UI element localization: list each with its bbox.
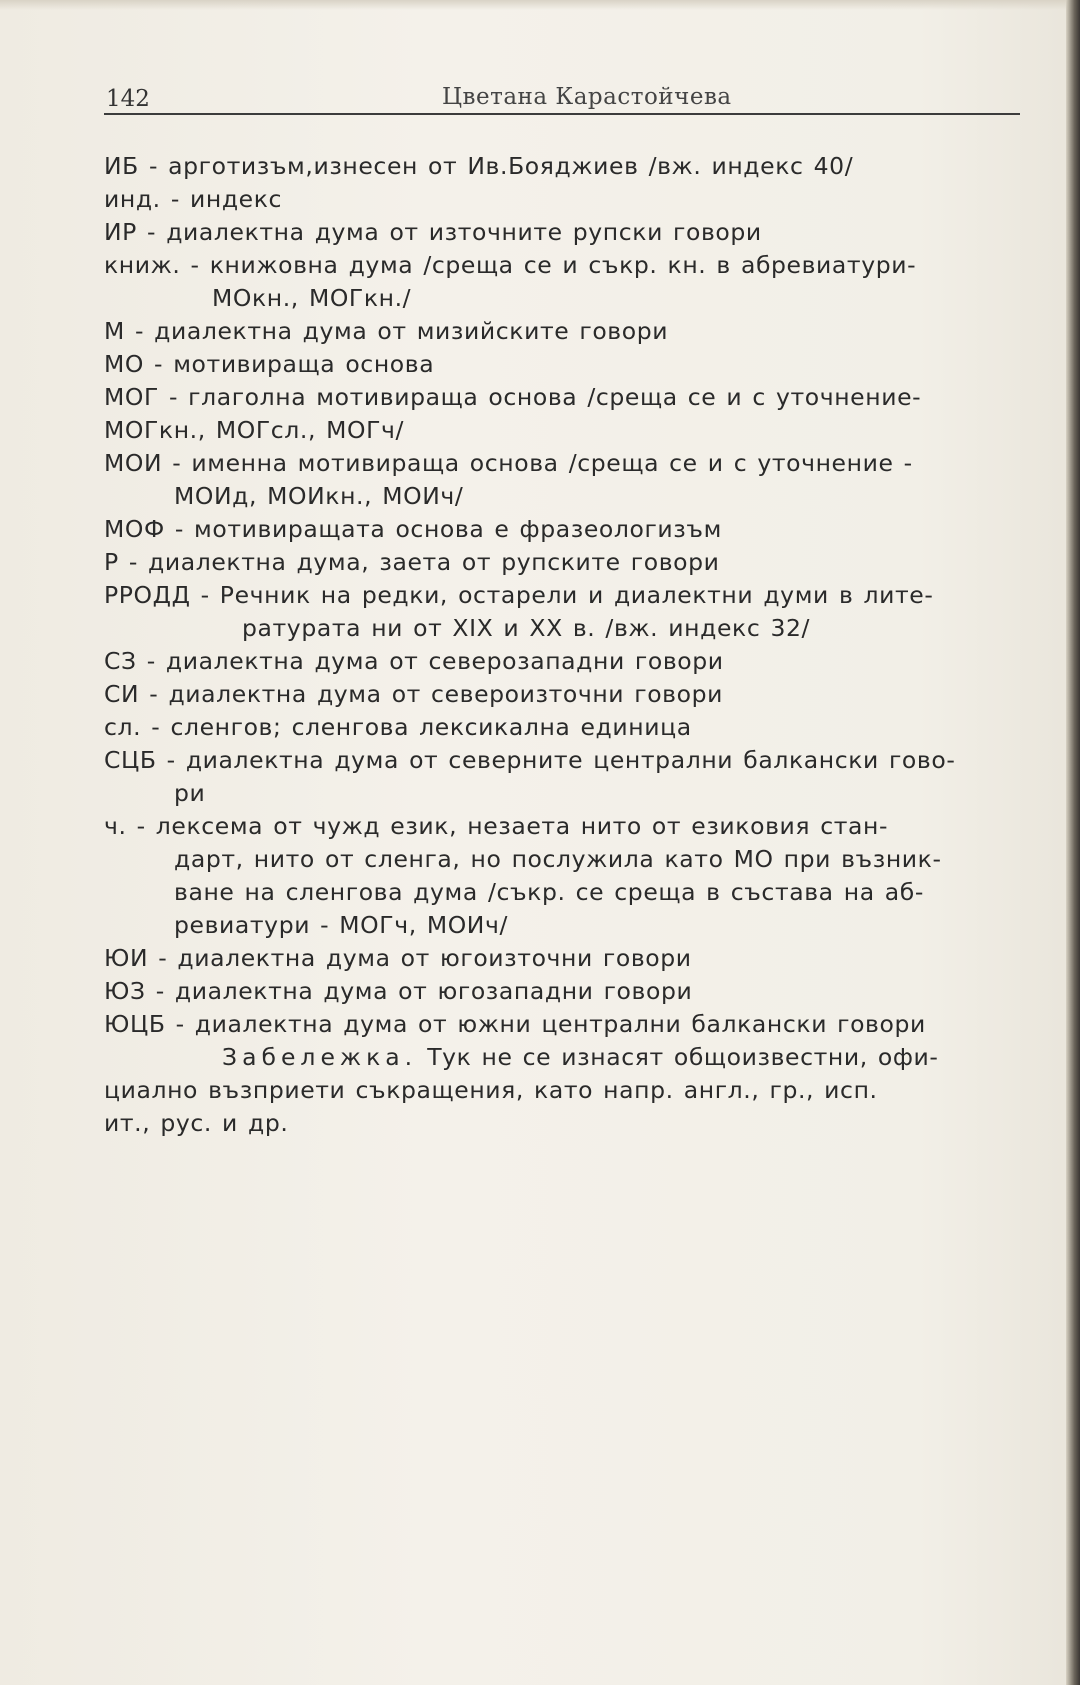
entry-sep: -	[136, 218, 167, 246]
list-item	[104, 447, 1034, 480]
entry-abbr: инд.	[104, 185, 161, 213]
entry-abbr: СИ	[104, 680, 140, 708]
entry-text: диалектна дума от югозападни говори	[174, 977, 693, 1005]
entry-text: диалектна дума от северозападни говори	[165, 647, 724, 675]
entry-sep: -	[124, 317, 155, 345]
entry-sep: -	[190, 581, 220, 609]
entry-text: глаголна мотивираща основа /среща се и с уточнение-	[188, 383, 922, 411]
list-item	[104, 678, 1034, 711]
list-item-continuation: ри	[174, 779, 206, 807]
entry-text: диалектна дума от югоизточни говори	[177, 944, 692, 972]
entry-abbr: ЮИ	[104, 944, 149, 972]
entry-text: Речник на редки, остарели и диалектни думи в лите-	[219, 581, 934, 609]
entry-abbr: Р	[104, 548, 119, 576]
entry-abbr: ИР	[104, 218, 137, 246]
entry-text: именна мотивираща основа /среща се и с уточнение -	[191, 449, 913, 477]
header-rule	[104, 113, 1020, 115]
entry-abbr: МОГ	[104, 383, 159, 411]
entry-abbr: ЮЦБ	[104, 1010, 166, 1038]
entry-text: арготизъм,изнесен от Ив.Бояджиев /вж. индекс 40/	[168, 152, 854, 180]
list-item-continuation: дарт, нито от сленга, но послужила като МО при възник-	[174, 845, 942, 873]
entry-sep: -	[165, 1010, 195, 1038]
entry-text: книжовна дума /среща се и съкр. кн. в абревиатури-	[209, 251, 917, 279]
entry-abbr: ЮЗ	[104, 977, 146, 1005]
abbreviation-list	[104, 150, 1034, 1140]
entry-sep: -	[136, 647, 166, 675]
top-shadow	[0, 0, 1080, 10]
entry-text: мотивираща основа	[173, 350, 435, 378]
list-item	[104, 249, 1034, 282]
entry-text: диалектна дума от южни централни балкански говори	[194, 1010, 926, 1038]
list-item	[104, 183, 1034, 216]
entry-sep: -	[180, 251, 210, 279]
note-line	[104, 1041, 1034, 1074]
list-item	[104, 942, 1034, 975]
entry-sep: -	[139, 680, 169, 708]
entry-abbr: ч.	[104, 812, 127, 840]
list-item-continuation: ване на сленгова дума /съкр. се среща в състава на аб-	[174, 878, 924, 906]
entry-text: диалектна дума от мизийските говори	[154, 317, 669, 345]
entry-sep: -	[118, 548, 149, 576]
entry-abbr: М	[104, 317, 125, 345]
entry-abbr: ИБ	[104, 152, 139, 180]
page-header	[104, 82, 1020, 114]
entry-text: диалектна дума от северните централни балкански гово-	[185, 746, 956, 774]
entry-abbr: МОИ	[104, 449, 163, 477]
entry-abbr: РРОДД	[104, 581, 191, 609]
list-item	[104, 711, 1034, 744]
page-number: 142	[106, 86, 150, 112]
entry-text: индекс	[190, 185, 283, 213]
list-item	[104, 381, 1034, 414]
list-item-continuation: МОГкн., МОГсл., МОГч/	[104, 416, 405, 444]
entry-sep: -	[164, 515, 195, 543]
entry-sep: -	[138, 152, 169, 180]
note-text: Тук не се изнасят общоизвестни, офи-	[427, 1043, 939, 1071]
running-head: Цветана Карастойчева	[442, 84, 732, 110]
list-item	[104, 645, 1034, 678]
note-label: Забележка.	[222, 1043, 418, 1071]
list-item	[104, 150, 1034, 183]
entry-text: мотивиращата основа е фразеологизъм	[194, 515, 722, 543]
list-item-continuation: ратурата ни от XIX и XX в. /вж. индекс 32/	[242, 614, 811, 642]
entry-sep: -	[158, 383, 189, 411]
entry-text: диалектна дума, заета от рупските говори	[148, 548, 720, 576]
note-line: циално възприети съкращения, като напр. англ., гр., исп.	[104, 1076, 878, 1104]
entry-abbr: СЦБ	[104, 746, 157, 774]
list-item	[104, 348, 1034, 381]
entry-abbr: СЗ	[104, 647, 137, 675]
list-item	[104, 744, 1034, 777]
entry-abbr: МОФ	[104, 515, 165, 543]
entry-sep: -	[148, 944, 178, 972]
list-item	[104, 216, 1034, 249]
list-item-continuation: ревиатури - МОГч, МОИч/	[174, 911, 508, 939]
entry-text: диалектна дума от източните рупски говори	[166, 218, 762, 246]
entry-sep: -	[160, 185, 190, 213]
list-item	[104, 975, 1034, 1008]
entry-text: лексема от чужд език, незаета нито от езиковия стан-	[155, 812, 889, 840]
list-item	[104, 315, 1034, 348]
entry-text: сленгов; сленгова лексикална единица	[170, 713, 692, 741]
note-line: ит., рус. и др.	[104, 1109, 289, 1137]
list-item	[104, 513, 1034, 546]
list-item	[104, 810, 1034, 843]
entry-sep: -	[162, 449, 192, 477]
entry-abbr: книж.	[104, 251, 181, 279]
entry-text: диалектна дума от североизточни говори	[168, 680, 723, 708]
entry-sep: -	[126, 812, 156, 840]
entry-sep: -	[156, 746, 186, 774]
entry-abbr: МО	[104, 350, 144, 378]
entry-sep: -	[143, 350, 174, 378]
list-item	[104, 546, 1034, 579]
list-item-continuation: МОкн., МОГкн./	[212, 284, 412, 312]
entry-abbr: сл.	[104, 713, 142, 741]
entry-sep: -	[145, 977, 175, 1005]
entry-sep: -	[141, 713, 171, 741]
list-item	[104, 1008, 1034, 1041]
list-item	[104, 579, 1034, 612]
book-edge	[1066, 0, 1080, 1685]
list-item-continuation: МОИд, МОИкн., МОИч/	[174, 482, 464, 510]
